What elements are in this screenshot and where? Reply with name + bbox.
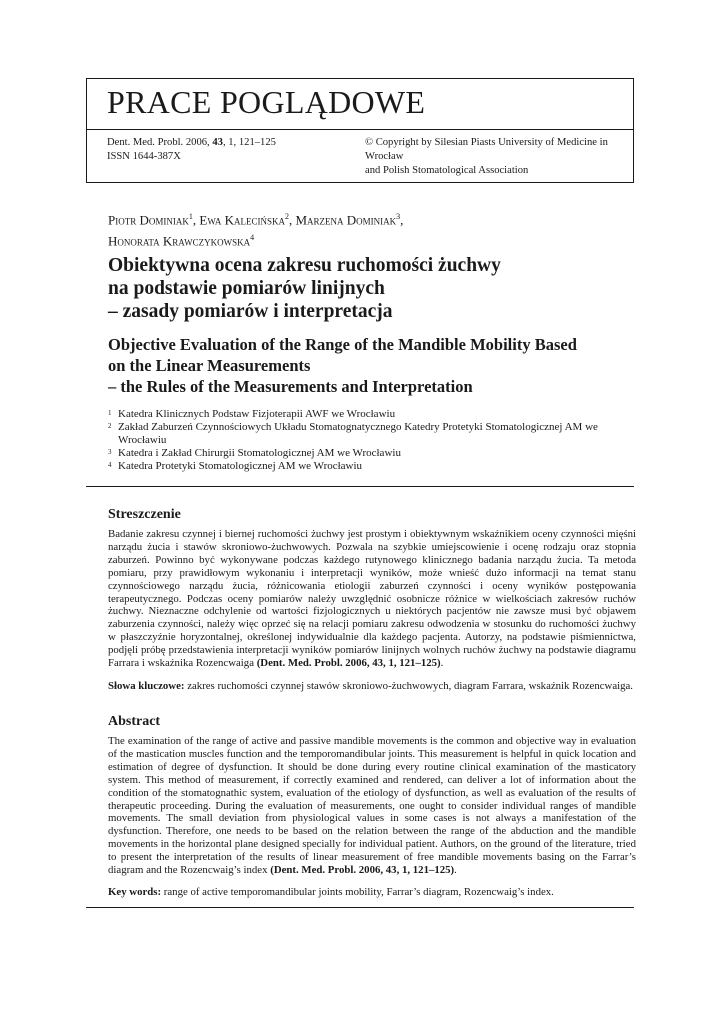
author-sup: 1 (188, 212, 193, 221)
title-en-line: on the Linear Measurements (108, 356, 311, 375)
divider-bottom (86, 907, 634, 908)
section-header-box (86, 78, 634, 130)
affiliation-sup: 1 (108, 409, 112, 417)
copyright-line-2: and Polish Stomatological Association (365, 165, 529, 176)
slowa-kluczowe-label: Słowa kluczowe: (108, 680, 185, 692)
streszczenie-end: . (440, 657, 444, 670)
author: Ewa Kalecińska (199, 212, 285, 228)
affiliation-sup: 3 (108, 448, 112, 456)
affiliation-text: Zakład Zaburzeń Czynnościowych Układu Stomatognatycznego Katedry Protetyki Stomatologicznej AM we Wrocławiu (118, 421, 598, 446)
streszczenie-citation: (Dent. Med. Probl. 2006, 43, 1, 121–125) (256, 657, 441, 670)
title-english (108, 334, 638, 397)
heading-streszczenie: Streszczenie (108, 507, 181, 522)
affiliations (108, 408, 628, 473)
affiliation (108, 447, 628, 460)
author-sup: 4 (250, 233, 255, 243)
title-polish (108, 254, 638, 323)
affiliation-sup: 2 (108, 422, 112, 430)
author-sup: 3 (396, 212, 401, 221)
copyright-notice (365, 136, 635, 178)
key-words-label: Key words: (108, 886, 162, 898)
streszczenie-text (108, 528, 636, 670)
author: Honorata Krawczykowska (108, 233, 251, 249)
journal-citation (107, 136, 276, 164)
affiliation-text: Katedra Klinicznych Podstaw Fizjoterapii AWF we Wrocławiu (118, 408, 396, 420)
author-list: Piotr Dominiak$^1$, Ewa Kalecińska$^2$, Marzena Dominiak$^3$, Honorata Krawczykowska$^4$ (108, 212, 404, 249)
citation-pages: , 1, 121–125 (222, 137, 276, 148)
affiliation-sup: 4 (108, 461, 112, 469)
slowa-kluczowe (108, 680, 636, 693)
citation-volume: 43 (212, 137, 223, 148)
copyright-line-1: © Copyright by Silesian Piasts University of Medicine in Wrocław (365, 137, 608, 162)
citation-journal: Dent. Med. Probl. 2006, (107, 137, 210, 148)
issn: ISSN 1644-387X (107, 151, 181, 162)
abstract-body: The examination of the range of active and passive mandible movements is the common and objective way in evaluation of the mastication muscles function and the temporomandibular joints. This measurement is helpful in quick location and estimation of degree of dysfunction. It should be done during every routine clinical examination of the masticatory system. This method of measurement, if correctly examined and rendered, can deliver a lot of information about the condition of the stomatognathic system, evaluation of the etiology of dysfunction, as well as evaluation of the results of therapeutic proceeding. During the evaluation of measurements, one ought to consider individual ranges of mandible movements. The small deviation from physiological values in some cases is not always a manifestation of the dysfunction. Therefore, one needs to be based on the relation between the range of the abduction and the mandible movements in the horizontal plane designed specially for individual patient. Authors, on the ground of the literature, tried to present the interpretation of the results of linear measurement of free mandible movements basing on the Farrar’s diagram and the Rozencwaig’s index (108, 735, 636, 877)
divider-top (86, 486, 634, 487)
abstract-citation: (Dent. Med. Probl. 2006, 43, 1, 121–125) (270, 864, 455, 877)
title-pl-line: Obiektywna ocena zakresu ruchomości żuchwy (108, 255, 501, 276)
affiliation (108, 460, 628, 473)
section-title: PRACE POGLĄDOWE (107, 84, 426, 120)
affiliation (108, 408, 628, 421)
affiliation-text: Katedra Protetyki Stomatologicznej AM we Wrocławiu (118, 460, 363, 472)
affiliation-text: Katedra i Zakład Chirurgii Stomatologicznej AM we Wrocławiu (118, 447, 401, 459)
title-pl-line: na podstawie pomiarów linijnych (108, 278, 385, 299)
author: Piotr Dominiak (108, 212, 189, 228)
key-words (108, 886, 636, 899)
title-pl-line: – zasady pomiarów i interpretacja (108, 301, 393, 322)
heading-abstract: Abstract (108, 714, 161, 729)
abstract-end: . (454, 864, 457, 877)
streszczenie-body: Badanie zakresu czynnej i biernej ruchomości żuchwy jest prostym i obiektywnym wskaźnikiem oceny czynności mięśni narządu żucia i stawów skroniowo-żuchwowych. Pozwala na szybkie umiejscowienie i ocenę rodzaju oraz stopnia zaburzeń. Powinno być wykonywane podczas każdego rutynowego klinicznego badania narządu żucia. Ta metoda pomiaru, przy prawidłowym wykonaniu i interpretacji wyników, może wnieść dużo informacji na temat stanu czynnościowego narządu żucia, różnicowania etiologii zaburzeń czynności i oceny wyników postępowania terapeutycznego. Podczas oceny pomiarów należy uwzględnić osobnicze różnice w wielkościach zakresów ruchów żuchwy. Nieznaczne odchylenie od wartości fizjologicznych u niektórych pacjentów nie zawsze musi być objawem zaburzenia czynności, należy więc oprzeć się na relacji pomiaru zakresu odwodzenia w stosunku do ruchomości żuchwy w płaszczyźnie horyzontalnej, określonej indywidualnie dla każdego pacjenta. Autorzy, na podstawie piśmiennictwa, podjęli próbę przedstawienia interpretacji wyników pomiarów linijnych wolnych ruchów żuchwy na podstawie diagramu Farrara i wskaźnika Rozencwaiga (108, 528, 636, 670)
key-words-text: range of active temporomandibular joints mobility, Farrar’s diagram, Rozencwaig’s index. (163, 886, 554, 898)
title-en-line: – the Rules of the Measurements and Interpretation (108, 377, 473, 396)
abstract-text (108, 735, 636, 877)
journal-meta-box (86, 130, 634, 183)
title-en-line: Objective Evaluation of the Range of the Mandible Mobility Based (108, 335, 577, 354)
slowa-kluczowe-text: zakres ruchomości czynnej stawów skroniowo-żuchwowych, diagram Farrara, wskaźnik Rozencwaiga. (187, 680, 634, 692)
page (86, 78, 636, 898)
author: Marzena Dominiak (295, 212, 397, 228)
author-sup: 2 (284, 212, 289, 221)
affiliation (108, 421, 628, 447)
